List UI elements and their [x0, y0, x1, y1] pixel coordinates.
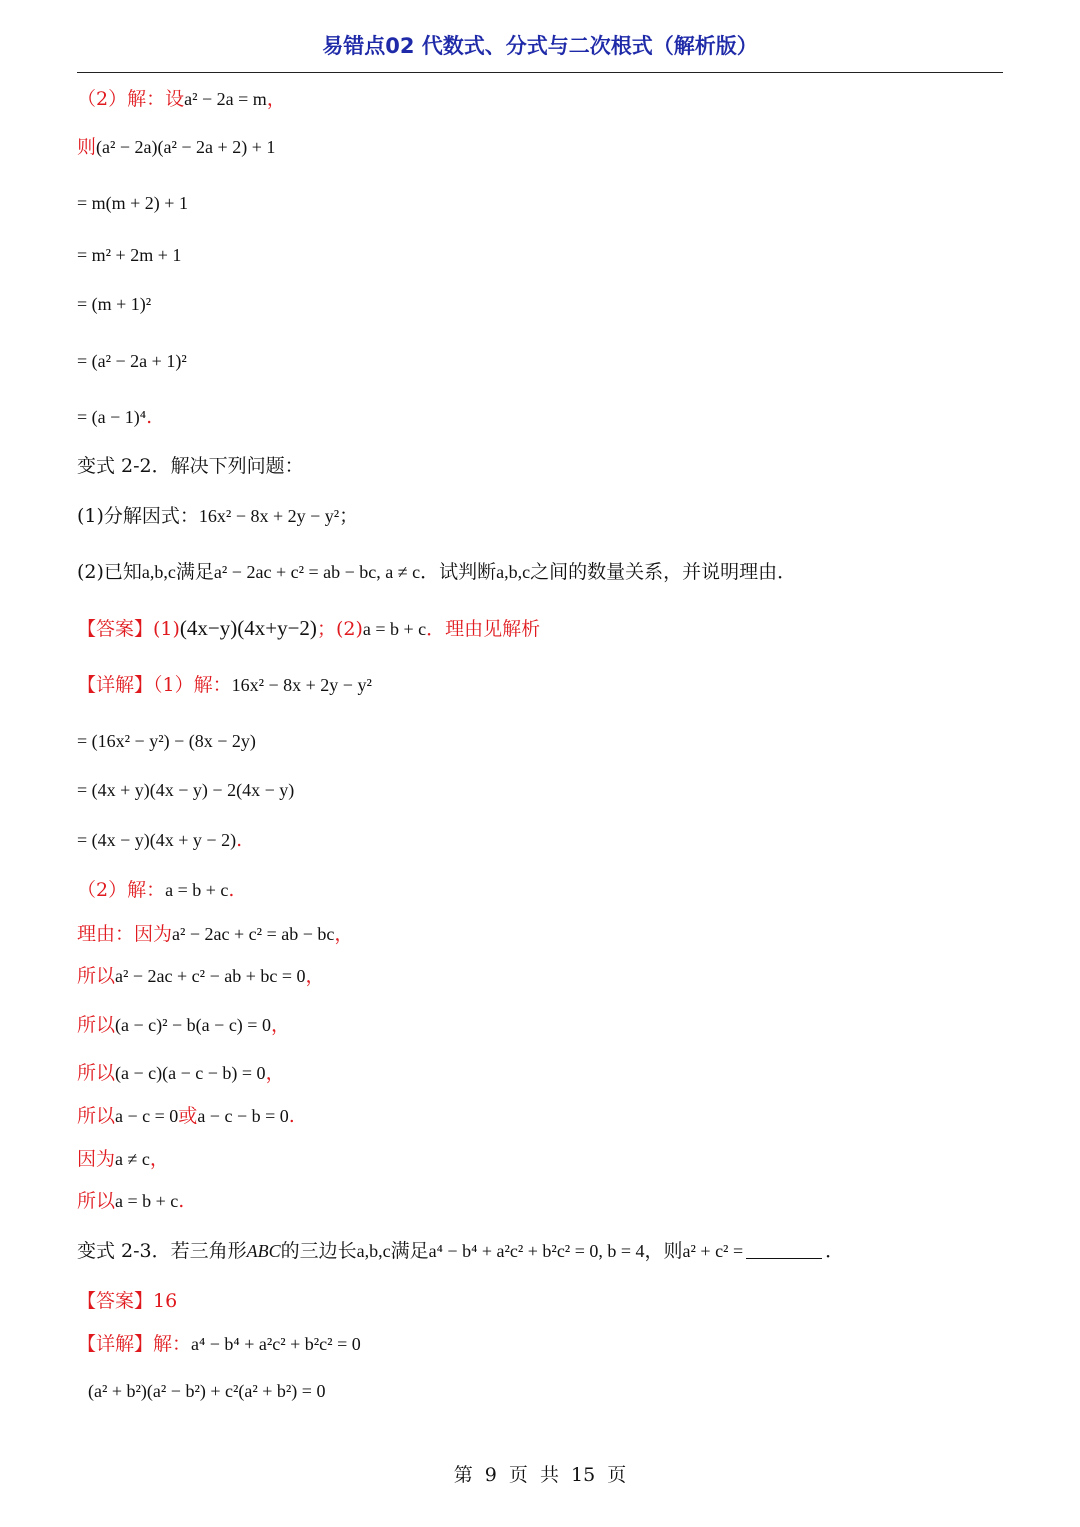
detail-line	[77, 672, 372, 698]
line-suffix: ；	[339, 505, 359, 527]
solution-line	[77, 728, 256, 754]
solution-line	[77, 404, 152, 430]
solution-line	[77, 1188, 184, 1214]
line-math: a = b + c	[165, 880, 229, 900]
line-math: 16x² − 8x + 2y − y²	[198, 506, 340, 526]
line-math-3: a,b,c	[496, 562, 531, 582]
line-math: a² − 2ac + c² = ab − bc	[172, 924, 335, 944]
line-math-4: a² + c² =	[682, 1241, 744, 1261]
line-suffix: ，	[305, 965, 325, 987]
line-mid: 满足	[175, 561, 214, 583]
line-suffix: ．理由见解析	[426, 618, 541, 640]
line-prefix: 变式 2-3．若三角形	[77, 1240, 247, 1262]
line-math: (4x−y)(4x+y−2)	[179, 616, 317, 640]
line-prefix: 所以	[77, 965, 116, 987]
line-math: = (m + 1)²	[77, 294, 152, 314]
problem-part-1	[77, 503, 358, 529]
solution-line	[77, 291, 151, 317]
line-end: ．	[825, 1240, 845, 1262]
line-math: (a² − 2a)(a² − 2a + 2) + 1	[96, 137, 276, 157]
line-math: ABC	[246, 1241, 281, 1261]
problem-heading	[77, 453, 304, 479]
answer-blank[interactable]	[746, 1240, 822, 1259]
line-math: a − c = 0	[115, 1106, 179, 1126]
line-math: (a² + b²)(a² − b²) + c²(a² + b²) = 0	[88, 1381, 326, 1401]
line-suffix: ，	[270, 1014, 290, 1036]
line-prefix: 所以	[77, 1062, 116, 1084]
solution-line	[77, 134, 275, 160]
solution-line	[77, 963, 325, 989]
line-suffix: ，	[265, 1062, 285, 1084]
problem-2-3	[77, 1238, 844, 1264]
line-prefix: 所以	[77, 1105, 116, 1127]
problem-part-2	[77, 559, 796, 585]
solution-line	[77, 1060, 285, 1086]
solution-line	[77, 86, 286, 112]
detail-label: 【详解】（1）解：	[77, 674, 232, 696]
answer-label: 【答案】(1)	[77, 618, 180, 640]
answer-line	[77, 615, 540, 642]
page-number-footer: 第 9 页 共 15 页	[453, 1464, 627, 1486]
line-math: = m(m + 2) + 1	[77, 193, 188, 213]
line-mid: 的三边长	[280, 1240, 357, 1262]
line-mid: 或	[178, 1105, 198, 1127]
line-suffix: 满足	[390, 1240, 429, 1262]
line-math-3: a⁴ − b⁴ + a²c² + b²c² = 0, b = 4	[428, 1241, 645, 1261]
line-math: = (16x² − y²) − (8x − 2y)	[77, 731, 256, 751]
page-header-title: 易错点02 代数式、分式与二次根式（解析版）	[322, 34, 758, 58]
line-prefix: 所以	[77, 1190, 116, 1212]
line-prefix: 因为	[77, 1148, 116, 1170]
solution-line	[77, 777, 294, 803]
solution-line	[77, 1012, 290, 1038]
line-prefix: (1)分解因式：	[77, 505, 199, 527]
solution-line	[77, 921, 353, 947]
line-math: = (4x + y)(4x − y) − 2(4x − y)	[77, 780, 295, 800]
line-prefix: (2)已知	[77, 561, 142, 583]
solution-line	[77, 1103, 295, 1129]
solution-line	[77, 827, 242, 853]
solution-line	[77, 242, 181, 268]
line-suffix: ，	[266, 88, 286, 110]
line-math: = (a² − 2a + 1)²	[77, 351, 187, 371]
solution-line	[88, 1378, 325, 1404]
line-math: a = b + c	[115, 1191, 179, 1211]
line-math-2: a² − 2ac + c² = ab − bc, a ≠ c	[213, 562, 421, 582]
line-suffix: .	[146, 406, 153, 428]
line-mid: ；(2)	[316, 618, 363, 640]
solution-line	[77, 348, 187, 374]
detail-label: 【详解】解：	[77, 1333, 192, 1355]
line-prefix: 变式 2-2．解决下列问题：	[77, 455, 304, 477]
line-math-2: a − c − b = 0	[197, 1106, 289, 1126]
header-rule	[77, 72, 1003, 73]
line-math: = (a − 1)⁴	[77, 407, 147, 427]
line-math: 16x² − 8x + 2y − y²	[231, 675, 372, 695]
line-suffix: .	[178, 1190, 185, 1212]
line-math-2: a = b + c	[362, 619, 427, 639]
solution-line	[77, 1146, 169, 1172]
line-suffix-2: ，则	[644, 1240, 683, 1262]
line-math: (a − c)² − b(a − c) = 0	[115, 1015, 271, 1035]
answer-line	[77, 1288, 177, 1314]
line-suffix: ，	[334, 923, 354, 945]
line-suffix: ，	[149, 1148, 169, 1170]
line-math: a⁴ − b⁴ + a²c² + b²c² = 0	[191, 1334, 361, 1354]
line-math: a² − 2a = m	[184, 89, 267, 109]
line-prefix: 所以	[77, 1014, 116, 1036]
line-math-2: a,b,c	[356, 1241, 391, 1261]
line-math: (a − c)(a − c − b) = 0	[115, 1063, 266, 1083]
line-suffix: ．试判断	[420, 561, 497, 583]
line-prefix: 则	[77, 136, 97, 158]
line-suffix: .	[236, 829, 243, 851]
line-prefix: （2）解：设	[77, 88, 185, 110]
line-prefix: （2）解：	[77, 879, 166, 901]
line-prefix: 理由：因为	[77, 923, 173, 945]
line-math: a ≠ c	[115, 1149, 150, 1169]
line-math: = m² + 2m + 1	[77, 245, 182, 265]
line-suffix-2: 之间的数量关系，并说明理由．	[530, 561, 797, 583]
line-suffix: .	[288, 1105, 295, 1127]
detail-line	[77, 1331, 361, 1357]
line-math: a,b,c	[141, 562, 176, 582]
line-math: a² − 2ac + c² − ab + bc = 0	[115, 966, 306, 986]
line-suffix: .	[228, 879, 235, 901]
line-math: = (4x − y)(4x + y − 2)	[77, 830, 237, 850]
solution-line	[77, 877, 234, 903]
solution-line	[77, 190, 188, 216]
answer-label: 【答案】16	[77, 1290, 178, 1312]
